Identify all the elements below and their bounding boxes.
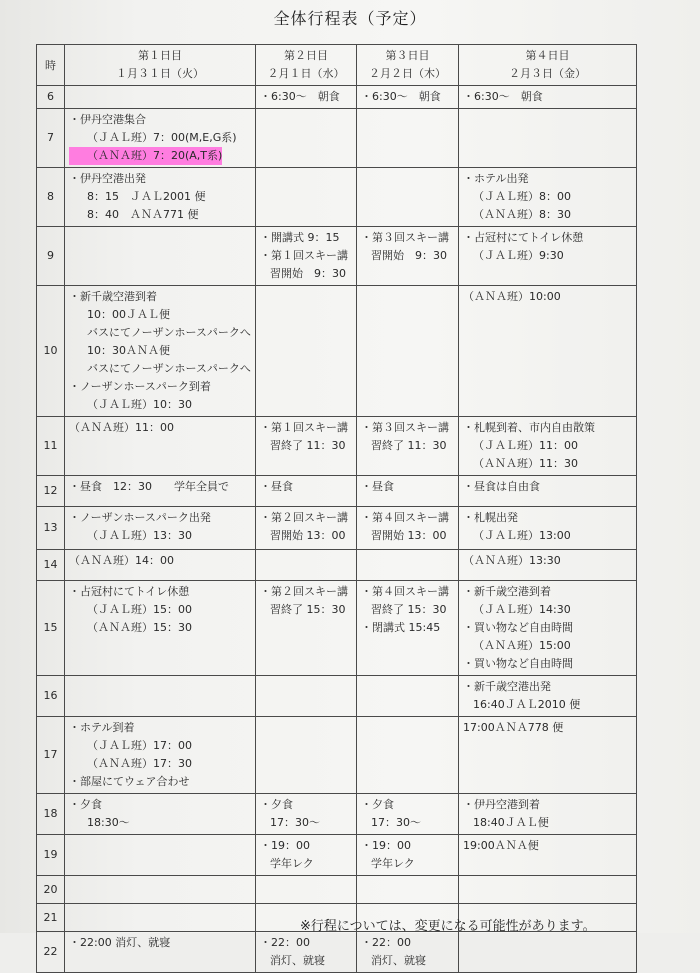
schedule-entry: ・第３回スキー講 — [361, 231, 449, 244]
hour-cell: 9 — [37, 227, 65, 286]
schedule-entry: ・第２回スキー講 — [260, 511, 348, 524]
schedule-entry: バスにてノーザンホースパークへ — [87, 326, 251, 339]
schedule-entry: ・買い物など自由時間 — [463, 621, 573, 634]
schedule-cell — [459, 507, 637, 550]
day-label: 第３日目 — [385, 49, 430, 62]
schedule-cell — [357, 794, 459, 835]
schedule-cell — [256, 507, 357, 550]
day-date: ２月２日（木） — [369, 67, 446, 80]
schedule-cell — [256, 286, 357, 417]
schedule-entry: 習開始 13：00 — [270, 529, 346, 542]
schedule-entry: ・伊丹空港集合 — [69, 113, 146, 126]
schedule-entry: ・6:30～ 朝食 — [361, 90, 441, 103]
schedule-entry: ・夕食 — [361, 798, 394, 811]
schedule-cell — [357, 835, 459, 876]
hour-cell: 15 — [37, 581, 65, 676]
schedule-entry: ・新千歳空港出発 — [463, 680, 551, 693]
schedule-cell — [357, 109, 459, 168]
schedule-row — [37, 876, 637, 904]
schedule-entry: 8：15 ＪＡＬ2001 便 — [87, 190, 206, 203]
schedule-row — [37, 227, 637, 286]
schedule-entry: ・昼食 — [361, 480, 394, 493]
schedule-entry: ・6:30～ 朝食 — [463, 90, 543, 103]
hour-cell: 14 — [37, 550, 65, 581]
schedule-entry: （ＪＡＬ班）8：00 — [473, 190, 571, 203]
schedule-entry: ・ホテル出発 — [463, 172, 529, 185]
schedule-cell — [65, 168, 256, 227]
hour-cell: 21 — [37, 904, 65, 932]
schedule-entry: （ＡＮＡ班）11：30 — [473, 457, 578, 470]
schedule-cell — [256, 109, 357, 168]
schedule-entry: 8：40 ＡＮＡ771 便 — [87, 208, 199, 221]
schedule-entry: 習終了 11：30 — [270, 439, 346, 452]
schedule-cell — [459, 168, 637, 227]
schedule-cell — [459, 476, 637, 507]
day-label: 第２日目 — [284, 49, 328, 62]
schedule-body — [37, 86, 637, 973]
schedule-entry: （ＪＡＬ班）9:30 — [473, 249, 564, 262]
schedule-cell — [65, 581, 256, 676]
schedule-cell — [459, 835, 637, 876]
schedule-entry: （ＡＮＡ班）15：30 — [87, 621, 192, 634]
schedule-cell — [459, 109, 637, 168]
schedule-entry: （ＪＡＬ班）15：00 — [87, 603, 192, 616]
schedule-entry: 習終了 15：30 — [371, 603, 447, 616]
schedule-row — [37, 286, 637, 417]
schedule-row — [37, 676, 637, 717]
day-date: ２月３日（金） — [509, 67, 586, 80]
schedule-row — [37, 109, 637, 168]
schedule-entry: ・22：00 — [260, 936, 310, 949]
schedule-entry: ・19：00 — [260, 839, 310, 852]
schedule-entry: （ＪＡＬ班）7：00(M,E,G系) — [87, 131, 237, 144]
schedule-cell — [65, 835, 256, 876]
schedule-entry: 習開始 13：00 — [371, 529, 447, 542]
schedule-entry: ・第２回スキー講 — [260, 585, 348, 598]
schedule-table — [36, 44, 637, 973]
schedule-cell — [459, 876, 637, 904]
schedule-entry: ・閉講式 15:45 — [361, 621, 441, 634]
schedule-cell — [65, 417, 256, 476]
schedule-cell — [256, 932, 357, 973]
schedule-cell — [357, 507, 459, 550]
schedule-cell — [65, 676, 256, 717]
schedule-entry: ・新千歳空港到着 — [69, 290, 157, 303]
schedule-entry: 消灯、就寝 — [270, 954, 325, 967]
schedule-entry: （ＪＡＬ班）13：30 — [87, 529, 192, 542]
schedule-row — [37, 507, 637, 550]
schedule-cell — [65, 227, 256, 286]
schedule-entry: ・伊丹空港出発 — [69, 172, 146, 185]
schedule-cell — [65, 932, 256, 973]
schedule-entry: 習終了 15：30 — [270, 603, 346, 616]
schedule-entry: （ＡＮＡ班）8：30 — [473, 208, 571, 221]
schedule-entry: ・第４回スキー講 — [361, 511, 449, 524]
day-date: ２月１日（水） — [267, 67, 345, 80]
schedule-entry: 10：30ＡＮＡ便 — [87, 344, 170, 357]
hour-cell: 19 — [37, 835, 65, 876]
schedule-entry: 19:00ＡＮＡ便 — [463, 839, 539, 852]
page-title: 全体行程表（予定） — [273, 9, 427, 28]
schedule-cell — [256, 676, 357, 717]
schedule-cell — [256, 227, 357, 286]
schedule-cell — [256, 581, 357, 676]
day-label: 第１日目 — [138, 49, 182, 62]
schedule-cell — [459, 717, 637, 794]
schedule-cell — [357, 168, 459, 227]
header-row — [37, 45, 637, 86]
schedule-cell — [459, 550, 637, 581]
schedule-cell — [459, 86, 637, 109]
schedule-entry: ・夕食 — [69, 798, 102, 811]
schedule-cell — [256, 876, 357, 904]
schedule-entry: ・夕食 — [260, 798, 293, 811]
day-header — [256, 45, 357, 86]
schedule-entry: ・6:30～ 朝食 — [260, 90, 340, 103]
schedule-entry: （ＪＡＬ班）10：30 — [87, 398, 192, 411]
schedule-cell — [357, 286, 459, 417]
schedule-entry: （ＡＮＡ班）14：00 — [69, 554, 174, 567]
schedule-entry: バスにてノーザンホースパークへ — [87, 362, 251, 375]
schedule-cell — [256, 86, 357, 109]
schedule-cell — [459, 417, 637, 476]
schedule-entry: 学年レク — [270, 857, 314, 870]
schedule-entry: 17:00ＡＮＡ778 便 — [463, 721, 564, 734]
hour-cell: 17 — [37, 717, 65, 794]
schedule-entry: ・新千歳空港到着 — [463, 585, 551, 598]
schedule-cell — [357, 676, 459, 717]
schedule-entry: 習開始 9：30 — [270, 267, 346, 280]
schedule-entry: （ＡＮＡ班）15:00 — [473, 639, 571, 652]
hour-cell: 8 — [37, 168, 65, 227]
schedule-entry: ・ノーザンホースパーク到着 — [69, 380, 211, 393]
schedule-entry: （ＡＮＡ班）17：30 — [87, 757, 192, 770]
hour-cell: 11 — [37, 417, 65, 476]
schedule-cell — [357, 550, 459, 581]
schedule-row — [37, 476, 637, 507]
day-date: １月３１日（火） — [116, 67, 204, 80]
schedule-entry: （ＡＮＡ班）13:30 — [463, 554, 561, 567]
schedule-row — [37, 835, 637, 876]
schedule-entry: 17：30～ — [371, 816, 421, 829]
schedule-entry: 18:30～ — [87, 816, 130, 829]
schedule-cell — [357, 476, 459, 507]
schedule-cell — [65, 476, 256, 507]
schedule-entry: （ＪＡＬ班）11：00 — [473, 439, 578, 452]
schedule-entry: ・昼食は自由食 — [463, 480, 540, 493]
schedule-cell — [357, 932, 459, 973]
schedule-cell — [65, 286, 256, 417]
schedule-entry: ・占冠村にてトイレ休憩 — [69, 585, 190, 598]
day-label: 第４日目 — [525, 49, 570, 62]
schedule-cell — [256, 550, 357, 581]
schedule-entry: ・部屋にてウェア合わせ — [69, 775, 190, 788]
schedule-entry: ・買い物など自由時間 — [463, 657, 573, 670]
hour-cell: 16 — [37, 676, 65, 717]
schedule-cell — [65, 876, 256, 904]
schedule-cell — [357, 86, 459, 109]
schedule-entry: ・占冠村にてトイレ休憩 — [463, 231, 584, 244]
schedule-row — [37, 717, 637, 794]
schedule-entry: 17：30～ — [270, 816, 320, 829]
hour-cell: 10 — [37, 286, 65, 417]
schedule-entry: ・第３回スキー講 — [361, 421, 449, 434]
schedule-entry: ・札幌出発 — [463, 511, 518, 524]
schedule-cell — [65, 794, 256, 835]
schedule-entry: ・ノーザンホースパーク出発 — [69, 511, 211, 524]
schedule-entry: ・第１回スキー講 — [260, 249, 348, 262]
day-header — [357, 45, 459, 86]
schedule-row — [37, 86, 637, 109]
schedule-cell — [65, 550, 256, 581]
schedule-entry: 学年レク — [371, 857, 415, 870]
schedule-cell — [65, 904, 256, 932]
schedule-cell — [357, 417, 459, 476]
schedule-row — [37, 794, 637, 835]
schedule-cell — [357, 717, 459, 794]
schedule-entry: ・19：00 — [361, 839, 411, 852]
schedule-cell — [459, 676, 637, 717]
schedule-entry: （ＡＮＡ班）11：00 — [69, 421, 174, 434]
schedule-cell — [256, 168, 357, 227]
schedule-cell — [256, 794, 357, 835]
schedule-row — [37, 581, 637, 676]
hour-cell: 12 — [37, 476, 65, 507]
schedule-cell — [459, 932, 637, 973]
schedule-entry: ・昼食 — [260, 480, 293, 493]
schedule-entry: 習終了 11：30 — [371, 439, 447, 452]
highlighted-entry: （ＡＮＡ班）7：20(A,T系) — [69, 147, 222, 165]
schedule-row — [37, 168, 637, 227]
schedule-cell — [357, 581, 459, 676]
schedule-cell — [65, 86, 256, 109]
schedule-entry: ・22:00 消灯、就寝 — [69, 936, 171, 949]
hour-header: 時 — [37, 45, 65, 86]
schedule-cell — [459, 227, 637, 286]
schedule-entry: （ＪＡＬ班）14:30 — [473, 603, 571, 616]
hour-cell: 13 — [37, 507, 65, 550]
schedule-entry: ・伊丹空港到着 — [463, 798, 540, 811]
schedule-entry: ・札幌到着、市内自由散策 — [463, 421, 595, 434]
schedule-entry: ・第４回スキー講 — [361, 585, 449, 598]
schedule-cell — [256, 835, 357, 876]
schedule-row — [37, 550, 637, 581]
schedule-entry: ・開講式 9：15 — [260, 231, 340, 244]
hour-cell: 22 — [37, 932, 65, 973]
schedule-entry: ・ホテル到着 — [69, 721, 135, 734]
schedule-entry: ・第１回スキー講 — [260, 421, 348, 434]
day-header — [459, 45, 637, 86]
schedule-entry: （ＡＮＡ班）10:00 — [463, 290, 561, 303]
schedule-cell — [459, 794, 637, 835]
schedule-cell — [256, 476, 357, 507]
schedule-cell — [256, 717, 357, 794]
schedule-entry: 18:40ＪＡＬ便 — [473, 816, 549, 829]
schedule-entry: ・昼食 12：30 学年全員で — [69, 480, 229, 493]
hour-cell: 6 — [37, 86, 65, 109]
schedule-entry: ・22：00 — [361, 936, 411, 949]
schedule-entry: 10：00ＪＡＬ便 — [87, 308, 170, 321]
schedule-cell — [459, 581, 637, 676]
schedule-entry: 消灯、就寝 — [371, 954, 426, 967]
footnote: ※行程については、変更になる可能性があります。 — [300, 919, 596, 934]
hour-cell: 7 — [37, 109, 65, 168]
schedule-cell — [357, 876, 459, 904]
schedule-row — [37, 417, 637, 476]
schedule-cell — [65, 109, 256, 168]
schedule-cell — [65, 507, 256, 550]
schedule-row — [37, 932, 637, 973]
schedule-cell — [459, 286, 637, 417]
schedule-cell — [65, 717, 256, 794]
schedule-cell — [357, 227, 459, 286]
day-header — [65, 45, 256, 86]
hour-cell: 18 — [37, 794, 65, 835]
hour-cell: 20 — [37, 876, 65, 904]
schedule-entry: 習開始 9：30 — [371, 249, 447, 262]
schedule-entry: （ＪＡＬ班）17：00 — [87, 739, 192, 752]
schedule-entry: （ＪＡＬ班）13:00 — [473, 529, 571, 542]
schedule-cell — [256, 417, 357, 476]
schedule-entry: 16:40ＪＡＬ2010 便 — [473, 698, 581, 711]
